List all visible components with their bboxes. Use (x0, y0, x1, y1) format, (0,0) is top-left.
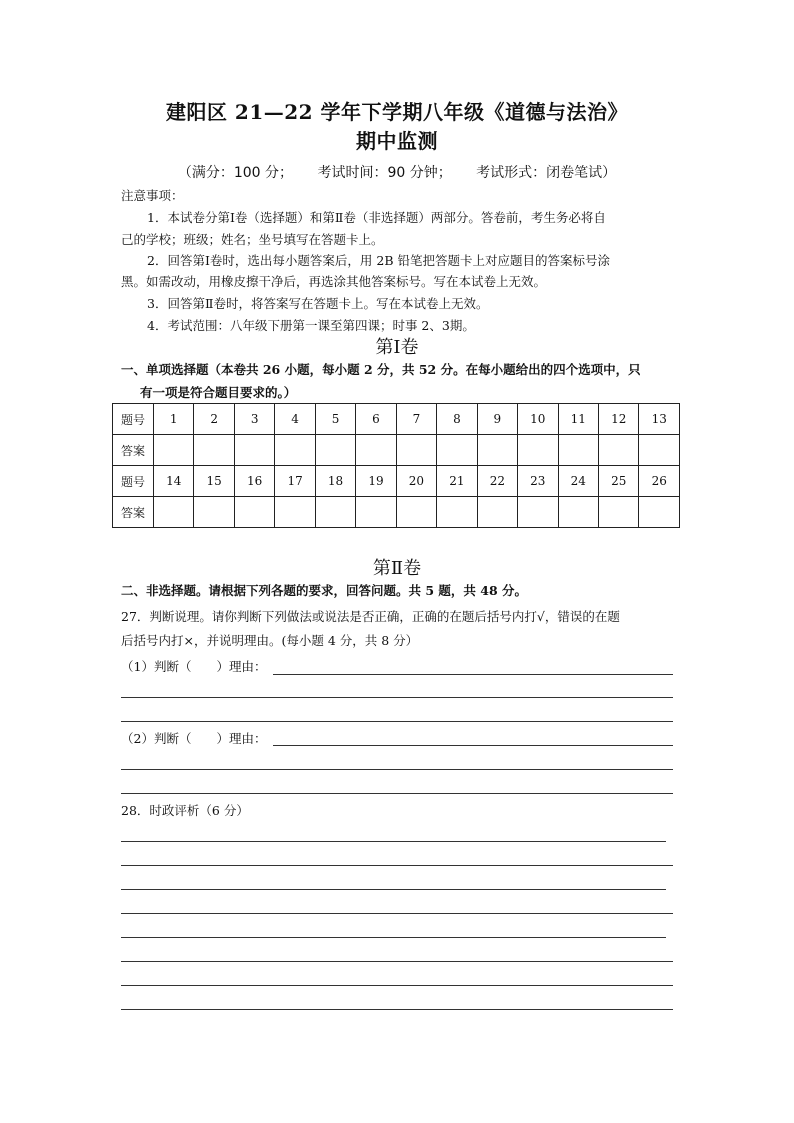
answer-cell[interactable] (154, 435, 194, 466)
number-label: 题号 (113, 404, 154, 435)
answer-table (112, 403, 680, 528)
question-number: 4 (275, 404, 315, 435)
answer-cell[interactable] (356, 497, 396, 528)
answer-cell[interactable] (194, 435, 234, 466)
answer-line[interactable] (121, 793, 673, 794)
exam-title: 建阳区 21—22 学年下学期八年级《道德与法治》 (165, 100, 629, 124)
question-number: 20 (396, 466, 436, 497)
full-score: （满分：100 分； (177, 165, 293, 181)
answer-cell[interactable] (598, 435, 638, 466)
answer-cell[interactable] (315, 435, 355, 466)
part1-instruction-cont: 有一项是符合题目要求的。） (140, 385, 297, 400)
answer-line[interactable] (121, 769, 673, 770)
question-number: 16 (234, 466, 274, 497)
answer-cell[interactable] (396, 497, 436, 528)
question-number: 12 (598, 404, 638, 435)
answer-cell[interactable] (518, 497, 558, 528)
question-number: 1 (154, 404, 194, 435)
number-label: 题号 (113, 466, 154, 497)
question-number: 26 (639, 466, 680, 497)
exam-meta (0, 162, 794, 182)
answer-cell[interactable] (315, 497, 355, 528)
exam-time: 考试时间：90 分钟； (317, 165, 452, 181)
question-number: 14 (154, 466, 194, 497)
question-number: 7 (396, 404, 436, 435)
answer-cell[interactable] (437, 497, 477, 528)
answer-cell[interactable] (558, 497, 598, 528)
answer-cell[interactable] (437, 435, 477, 466)
answer-label: 答案 (113, 435, 154, 466)
q28-label: 28．时政评析（6 分） (121, 803, 249, 818)
question-number: 5 (315, 404, 355, 435)
note-item: 4．考试范围：八年级下册第一课至第四课；时事 2、3期。 (147, 318, 475, 333)
answer-line[interactable] (121, 865, 673, 866)
answer-cell[interactable] (477, 435, 517, 466)
answer-cell[interactable] (194, 497, 234, 528)
answer-line[interactable] (121, 697, 673, 698)
answer-cell[interactable] (598, 497, 638, 528)
note-item: 3．回答第Ⅱ卷时，将答案写在答题卡上。写在本试卷上无效。 (147, 296, 489, 311)
answer-line[interactable] (121, 841, 666, 842)
answer-line[interactable] (121, 913, 673, 914)
answer-cell[interactable] (558, 435, 598, 466)
question-number: 9 (477, 404, 517, 435)
question-number: 6 (356, 404, 396, 435)
question-number: 2 (194, 404, 234, 435)
answer-line[interactable] (121, 889, 666, 890)
answer-cell[interactable] (356, 435, 396, 466)
part2-instruction: 二、非选择题。请根据下列各题的要求，回答问题。共 5 题，共 48 分。 (121, 583, 528, 598)
question-number: 19 (356, 466, 396, 497)
q27-sub2-label: （2）判断（ ）理由： (121, 731, 267, 746)
question-number: 15 (194, 466, 234, 497)
question-number: 10 (518, 404, 558, 435)
exam-form: 考试形式：闭卷笔试） (476, 165, 617, 181)
question-number: 25 (598, 466, 638, 497)
answer-cell[interactable] (477, 497, 517, 528)
table-row (113, 404, 680, 435)
answer-line[interactable] (121, 937, 666, 938)
answer-line[interactable] (121, 985, 673, 986)
answer-line[interactable] (273, 745, 673, 746)
q27-stem: 27．判断说理。请你判断下列做法或说法是否正确，正确的在题后括号内打√，错误的在题 (121, 609, 620, 624)
answer-cell[interactable] (639, 435, 680, 466)
question-number: 17 (275, 466, 315, 497)
answer-line[interactable] (273, 674, 673, 675)
answer-line[interactable] (121, 721, 673, 722)
answer-cell[interactable] (275, 435, 315, 466)
part2-title: 第Ⅱ卷 (372, 558, 422, 579)
answer-cell[interactable] (396, 435, 436, 466)
note-item: 黑。如需改动，用橡皮擦干净后，再选涂其他答案标号。写在本试卷上无效。 (121, 274, 547, 289)
question-number: 3 (234, 404, 274, 435)
note-item: 1．本试卷分第Ⅰ卷（选择题）和第Ⅱ卷（非选择题）两部分。答卷前，考生务必将自 (147, 210, 606, 225)
question-number: 23 (518, 466, 558, 497)
answer-cell[interactable] (639, 497, 680, 528)
answer-line[interactable] (121, 1009, 673, 1010)
question-number: 13 (639, 404, 680, 435)
part1-title: 第Ⅰ卷 (375, 337, 419, 358)
answer-line[interactable] (121, 961, 673, 962)
table-row (113, 435, 680, 466)
q27-stem-cont: 后括号内打×，并说明理由。(每小题 4 分，共 8 分） (121, 633, 419, 648)
table-row (113, 497, 680, 528)
question-number: 21 (437, 466, 477, 497)
question-number: 24 (558, 466, 598, 497)
answer-cell[interactable] (234, 435, 274, 466)
answer-cell[interactable] (275, 497, 315, 528)
q27-sub1-label: （1）判断（ ）理由： (121, 659, 267, 674)
question-number: 18 (315, 466, 355, 497)
answer-cell[interactable] (234, 497, 274, 528)
answer-cell[interactable] (518, 435, 558, 466)
answer-label: 答案 (113, 497, 154, 528)
exam-subtitle: 期中监测 (356, 129, 438, 153)
notes-heading: 注意事项： (121, 188, 184, 203)
table-row (113, 466, 680, 497)
question-number: 22 (477, 466, 517, 497)
note-item: 2．回答第Ⅰ卷时，选出每小题答案后，用 2B 铅笔把答题卡上对应题目的答案标号涂 (147, 253, 610, 268)
answer-cell[interactable] (154, 497, 194, 528)
part1-instruction: 一、单项选择题（本卷共 26 小题，每小题 2 分，共 52 分。在每小题给出的四个选项中，只 (121, 362, 641, 377)
question-number: 8 (437, 404, 477, 435)
question-number: 11 (558, 404, 598, 435)
note-item: 己的学校；班级；姓名；坐号填写在答题卡上。 (121, 232, 384, 247)
